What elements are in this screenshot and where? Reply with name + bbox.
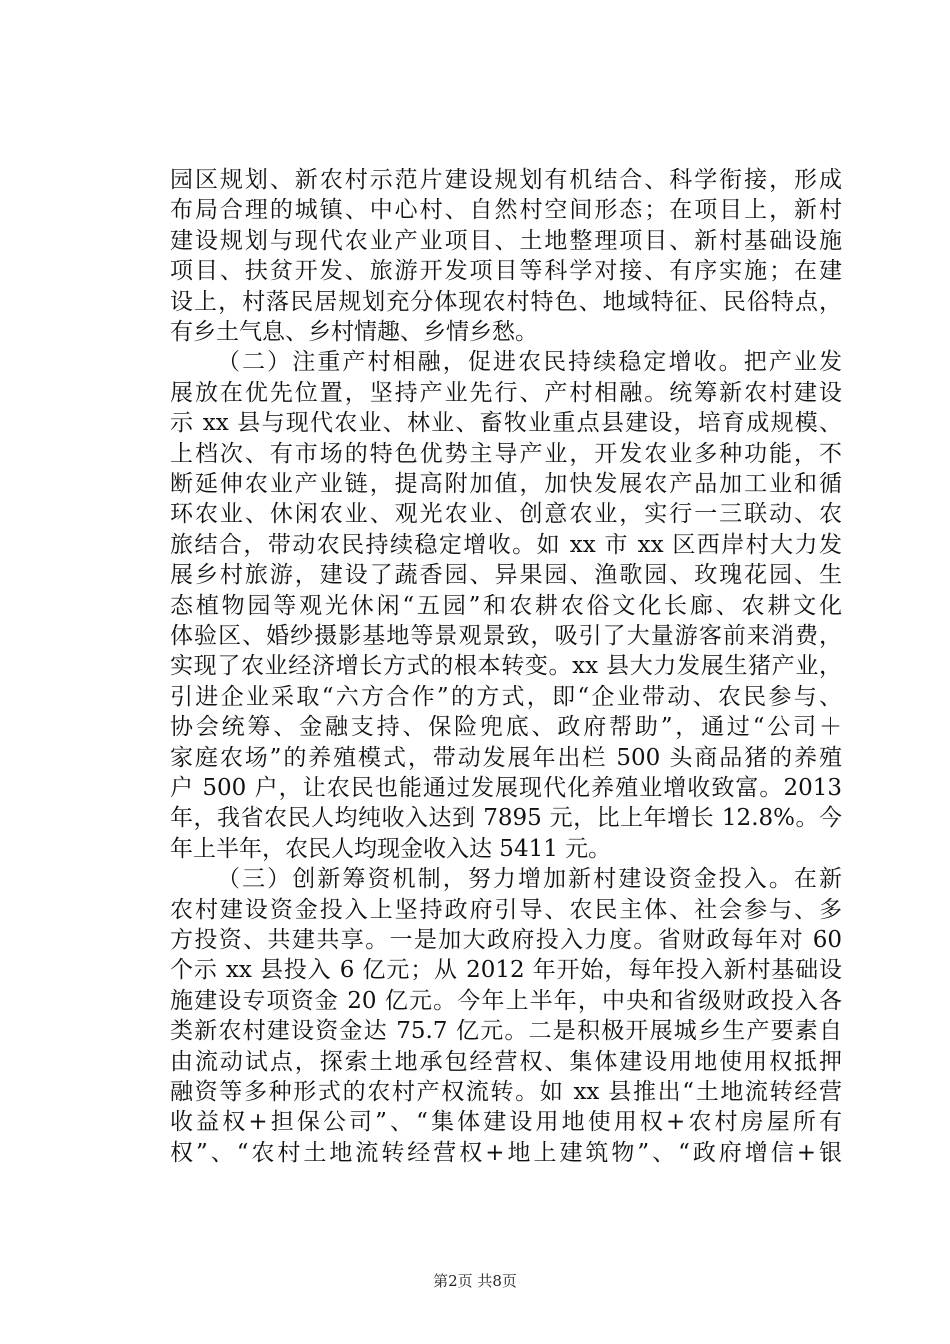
text-line: 展乡村旅游，建设了蔬香园、异果园、渔歌园、玫瑰花园、生 xyxy=(170,562,842,589)
text-line: 态植物园等观光休闲“五园”和农耕农俗文化长廊、农耕文化 xyxy=(170,592,842,619)
text-line: 环农业、休闲农业、观光农业、创意农业，实行一三联动、农 xyxy=(170,501,842,528)
text-line: 农村建设资金投入上坚持政府引导、农民主体、社会参与、多 xyxy=(170,896,842,923)
text-line: 协会统筹、金融支持、保险兜底、政府帮助”，通过“公司＋ xyxy=(170,714,842,741)
text-line: 年上半年，农民人均现金收入达 5411 元。 xyxy=(170,835,612,862)
text-line: 园区规划、新农村示范片建设规划有机结合、科学衔接，形成 xyxy=(170,167,842,193)
text-line: 旅结合，带动农民持续稳定增收。如 xx 市 xx 区西岸村大力发 xyxy=(170,531,842,558)
text-line: （二）注重产村相融，促进农民持续稳定增收。把产业发 xyxy=(217,349,842,376)
text-line: 展放在优先位置，坚持产业先行、产村相融。统筹新农村建设 xyxy=(170,379,842,406)
text-line: （三）创新筹资机制，努力增加新村建设资金投入。在新 xyxy=(217,866,842,893)
text-line: 布局合理的城镇、中心村、自然村空间形态；在项目上，新村 xyxy=(170,197,842,224)
text-line: 引进企业采取“六方合作”的方式，即“企业带动、农民参与、 xyxy=(170,683,842,710)
text-line: 施建设专项资金 20 亿元。今年上半年，中央和省级财政投入各 xyxy=(170,987,842,1014)
text-line: 有乡土气息、乡村情趣、乡情乡愁。 xyxy=(170,319,538,345)
text-line: 体验区、婚纱摄影基地等景观景致，吸引了大量游客前来消费， xyxy=(170,623,842,649)
text-line: 户 500 户，让农民也能通过发展现代化养殖业增收致富。2013 xyxy=(170,775,842,801)
text-line: 由流动试点，探索土地承包经营权、集体建设用地使用权抵押 xyxy=(170,1048,842,1075)
text-line: 上档次、有市场的特色优势主导产业，开发农业多种功能，不 xyxy=(170,440,842,467)
text-line: 设上，村落民居规划充分体现农村特色、地域特征、民俗特点， xyxy=(170,288,842,315)
text-line: 融资等多种形式的农村产权流转。如 xx 县推出“土地流转经营 xyxy=(170,1079,842,1105)
text-line: 实现了农业经济增长方式的根本转变。xx 县大力发展生猪产业， xyxy=(170,653,842,680)
text-line: 收益权+担保公司”、“集体建设用地使用权+农村房屋所有 xyxy=(170,1109,842,1136)
page-footer: 第2页 共8页 xyxy=(433,1272,517,1290)
text-line: 项目、扶贫开发、旅游开发项目等科学对接、有序实施；在建 xyxy=(170,258,842,285)
text-line: 权”、“农村土地流转经营权+地上建筑物”、“政府增信+银 xyxy=(170,1139,842,1166)
text-line: 方投资、共建共享。一是加大政府投入力度。省财政每年对 60 xyxy=(170,927,842,953)
text-line: 个示 xx 县投入 6 亿元；从 2012 年开始，每年投入新村基础设 xyxy=(170,957,842,984)
text-line: 家庭农场”的养殖模式，带动发展年出栏 500 头商品猪的养殖 xyxy=(170,744,842,771)
text-line: 断延伸农业产业链，提高附加值，加快发展农产品加工业和循 xyxy=(170,471,842,497)
text-line: 类新农村建设资金达 75.7 亿元。二是积极开展城乡生产要素自 xyxy=(170,1018,842,1045)
text-line: 建设规划与现代农业产业项目、土地整理项目、新村基础设施 xyxy=(170,227,842,254)
text-line: 年，我省农民人均纯收入达到 7895 元，比上年增长 12.8%。今 xyxy=(170,805,842,832)
text-line: 示 xx 县与现代农业、林业、畜牧业重点县建设，培育成规模、 xyxy=(170,410,842,437)
